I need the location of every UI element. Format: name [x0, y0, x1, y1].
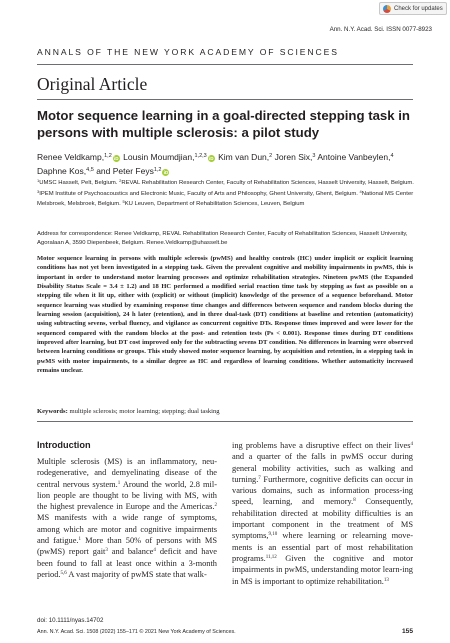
citation-reference[interactable]: 4 — [410, 442, 413, 447]
affiliation-text: IPEM Institute of Psychoacoustics and Electronic Music, Faculty of Arts and Philosophy, Ghent University, Ghent, Belgium. — [39, 190, 360, 197]
citation-reference[interactable]: 13 — [383, 577, 389, 583]
author-affiliation-marker: 4,5 — [86, 166, 94, 173]
title-divider — [37, 99, 413, 100]
abstract-divider — [37, 421, 413, 422]
author-name: Kim van Dun, — [218, 152, 270, 162]
citation-reference[interactable]: 3 — [105, 548, 108, 554]
author-name: and Peter Feys — [96, 165, 154, 176]
citation-reference[interactable]: 9,10 — [268, 532, 278, 538]
author-name: Lousin Moumdjian, — [123, 152, 195, 162]
author-affiliation-marker: 4 — [390, 153, 394, 159]
author-name: Daphne Kos, — [37, 165, 87, 176]
footer-citation: Ann. N.Y. Acad. Sci. 1508 (2022) 155–171 © 2021 New York Academy of Sciences. — [37, 629, 236, 635]
affiliation-marker: 1 — [37, 178, 40, 183]
doi-link[interactable]: doi: 10.1111/nyas.14702 — [37, 617, 104, 624]
affiliation-text: KU Leuven, Department of Rehabilitation Sciences, Leuven, Belgium — [124, 201, 305, 208]
author-affiliation-marker: 2 — [269, 153, 273, 159]
author-affiliation-marker: 1,2,3 — [194, 153, 207, 159]
introduction-right-column: ing problems have a disruptive effect on their lives$^4$ and a quarter of the falls in pwMS occur during general mobility activities, such as walking and turning.$^7$ Furthermore, cognitive deficits can occur in various domains, such as information process-ing speed, learning, and memory.$^8$ Consequently, rehabilitation directed at mobility difficulties is an important component in the treatment of MS symptoms,$^{9,10}$ where learning or relearning move-ments is an essential part of most rehabilitation programs.$^{11,12}$ Given the cognitive and motor impairments in pwMS, understanding motor learn-ing in MS is important to optimize rehabilitation.$^{13}$ — [232, 441, 414, 586]
affiliations — [37, 177, 415, 209]
citation-reference[interactable]: 1 — [117, 480, 121, 486]
orcid-icon[interactable]: iD — [114, 156, 119, 161]
keywords-label: Keywords: — [37, 408, 68, 415]
affiliation-marker: 3 — [37, 188, 40, 194]
article-type: Original Article — [37, 74, 148, 94]
introduction-heading: Introduction — [37, 440, 91, 450]
author-affiliation-marker: 3 — [312, 153, 316, 159]
citation-reference[interactable]: 2 — [214, 503, 217, 509]
check-for-updates-label: Check for updates — [394, 5, 443, 12]
author-affiliation-marker: 1,2 — [153, 166, 162, 173]
page-number: 155 — [401, 628, 413, 635]
citation-reference[interactable]: 4 — [153, 548, 156, 554]
affiliation-marker: 5 — [122, 199, 125, 205]
citation-reference[interactable]: 5,6 — [60, 570, 67, 576]
keywords-list: multiple sclerosis; motor learning; stepping; dual tasking — [69, 408, 220, 415]
author-name: Antoine Vanbeylen, — [317, 152, 391, 162]
journal-issn: Ann. N.Y. Acad. Sci. ISSN 0077-8923 — [329, 26, 432, 33]
citation-reference[interactable]: 7 — [258, 475, 261, 481]
introduction-left-column: Multiple sclerosis (MS) is an inflammatory, neu-rodegenerative, and demyelinating disease of the central nervous system.$^1$ Around the world, 2.8 mil-lion people are thought to be living with MS, with the highest prevalence in Europe and the Americas.$^2$ MS manifests with a wide range of symptoms, among which are motor and cognitive impairments and fatigue.$^1$ More than 50% of persons with MS (pwMS) report gait$^3$ and balance$^4$ deficit and have been found to fall at least once within a 3-month period.$^{5,6}$ A vast majority of pwMS state that walk- — [37, 457, 218, 579]
author-name: Renee Veldkamp, — [37, 152, 105, 162]
orcid-icon[interactable]: iD — [208, 156, 214, 161]
citation-reference[interactable]: 8 — [353, 498, 356, 504]
affiliation-text: REVAL Rehabilitation Research Center, Faculty of Rehabilitation Sciences, Hasselt University, Hasselt, Belgium. — [121, 180, 414, 186]
affiliation-marker: 4 — [359, 188, 362, 194]
author-list — [37, 150, 417, 177]
orcid-icon[interactable]: iD — [163, 169, 169, 175]
author-affiliation-marker: 1,2 — [104, 153, 112, 159]
crossmark-icon — [383, 5, 391, 13]
keywords — [37, 408, 413, 415]
journal-name: ANNALS OF THE NEW YORK ACADEMY OF SCIENCES — [37, 47, 339, 57]
author-name: Joren Six, — [274, 152, 313, 162]
abstract: Motor sequence learning in persons with multiple sclerosis (pwMS) and healthy controls (HC) under implicit or explicit learning conditions has not yet been investigated in a stepping task. Given the prevalent cognitive and mobility impairments in pwMS, this is important in order to understand motor learning processes and optimize rehabilitation strategies. Nineteen pwMS (the Expanded Disability Status Scale = 3.4 ± 1.2) and 18 HC performed a modified serial reaction time task by stepping as fast as possible on a stepping tile when it lit up, either with (explicit) or without (implicit) knowledge of the presence of a sequence beforehand. Motor sequence learning was studied by examining response time changes and differences between sequence and random blocks during the learning session (acquisition), 24 h later (retention), and in three dual-task (DT) conditions at baseline and retention (automaticity) using subtracting sevens, verbal fluency, and vigilance as concurrent cognitive DTs. Response times improved and were lower for the sequenced compared with the random blocks at the post- and retention tests (Ps < 0.001). Response times during DT conditions improved after learning, but DT cost improved only for the subtracting sevens DT condition. No differences in learning were observed between learning conditions or groups. This study showed motor sequence learning, by acquisition and retention, in a stepping task in pwMS with motor impairments, to a similar degree as HC and regardless of learning conditions. Whether automaticity increased remains unclear. — [37, 255, 413, 375]
affiliation-text: UMSC Hasselt, Pelt, Belgium. — [39, 180, 120, 186]
citation-reference[interactable]: 11,12 — [265, 554, 277, 560]
citation-reference[interactable]: 1 — [78, 537, 82, 543]
affiliation-text: National MS Center Melsbroek, Melsbroek, Belgium. — [37, 190, 414, 208]
check-for-updates-button[interactable] — [379, 2, 447, 15]
article-title: Motor sequence learning in a goal-directed stepping task in persons with multiple sclerosis: a pilot study — [37, 108, 410, 140]
header-divider — [37, 64, 413, 65]
correspondence-address: Address for correspondence: Renee Veldkamp, REVAL Rehabilitation Research Center, Faculty of Rehabilitation Sciences, Hasselt University, Agoralaan A, 3590 Diepenbeek, Belgium. Renee.Veldkamp@uhasselt.be — [37, 231, 408, 246]
affiliation-marker: 2 — [119, 178, 122, 183]
